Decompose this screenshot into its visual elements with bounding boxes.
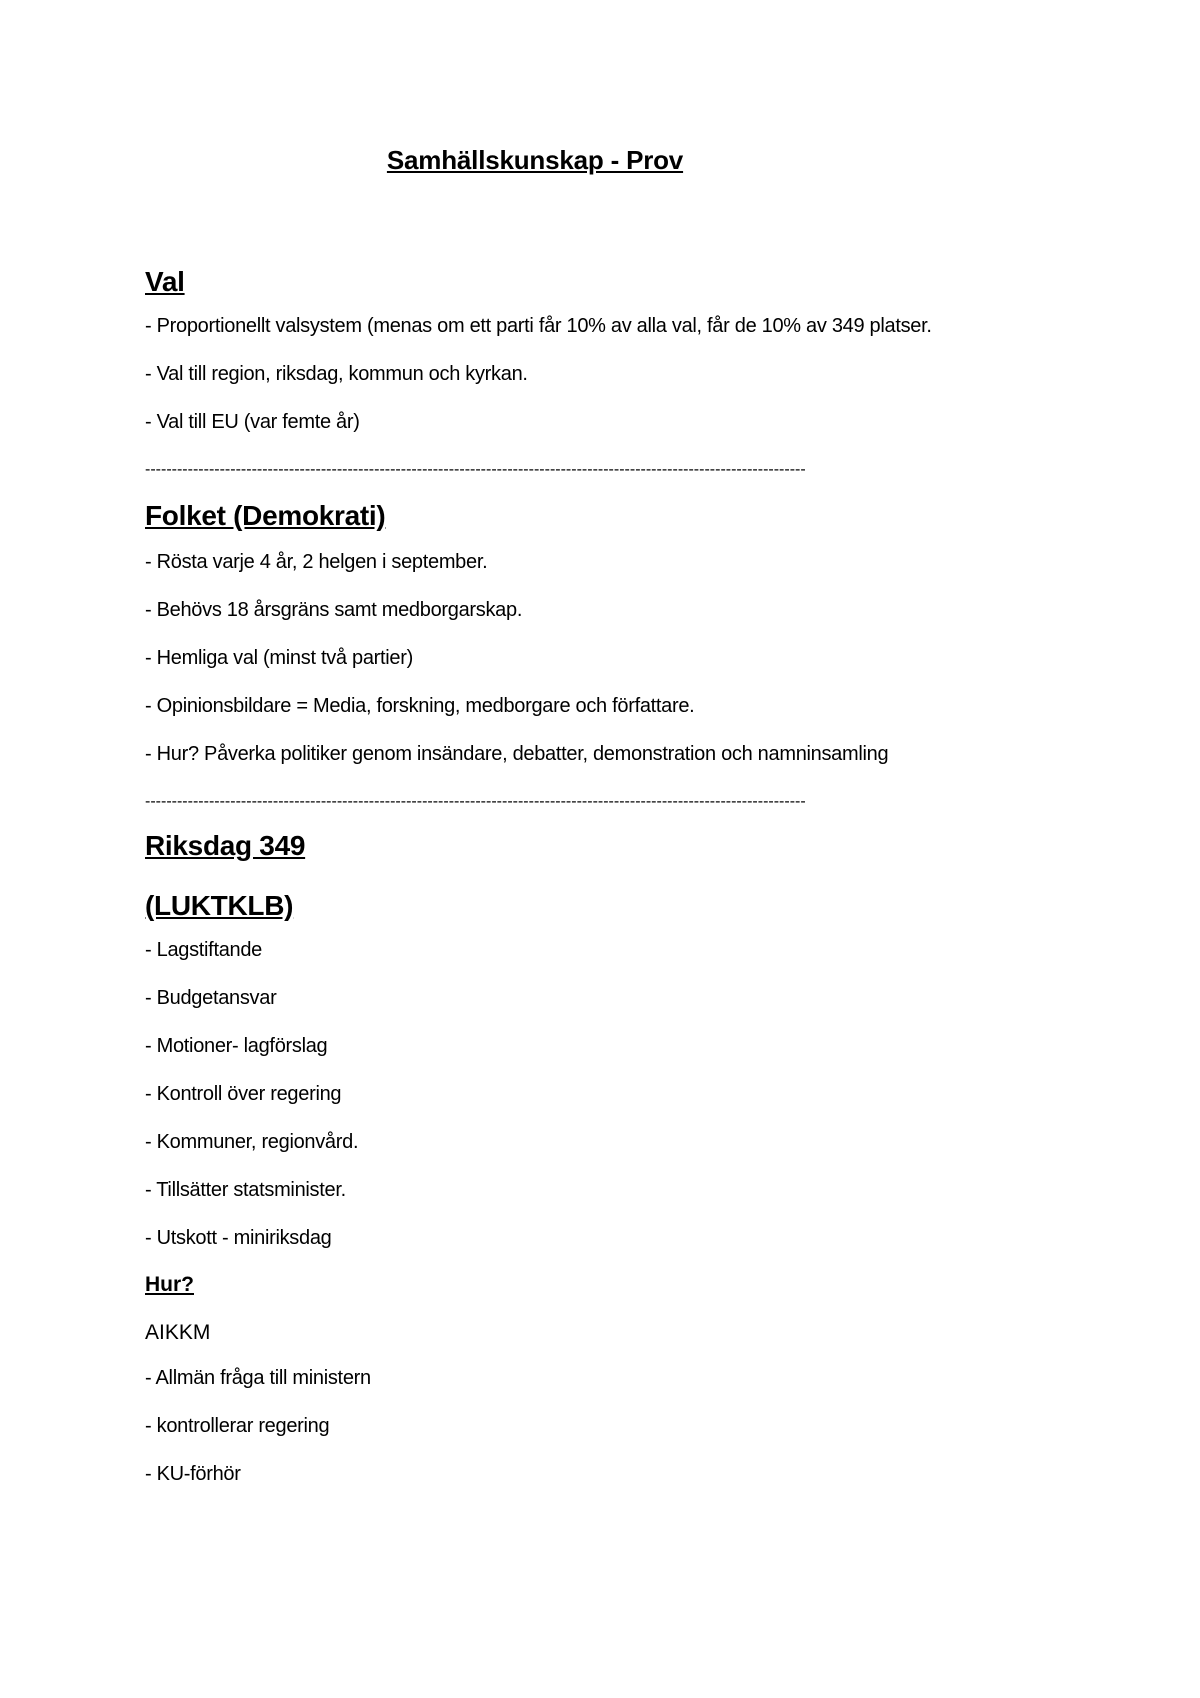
- section-heading-val: Val: [145, 266, 185, 297]
- document-body: [145, 264, 1065, 1486]
- list-item: - Motioner- lagförslag: [145, 1035, 328, 1057]
- list-item: - Hemliga val (minst två partier): [145, 647, 413, 669]
- list-item: - Budgetansvar: [145, 987, 277, 1009]
- list-item: - Rösta varje 4 år, 2 helgen i september.: [145, 551, 488, 573]
- section-subheading-luktklb: (LUKTKLB): [145, 890, 294, 921]
- list-item: - Lagstiftande: [145, 939, 262, 961]
- section-separator: ----------------------------------------------------------------------------------------------------------------------------: [145, 461, 806, 478]
- list-item: - Behövs 18 årsgräns samt medborgarskap.: [145, 599, 523, 621]
- list-item: - Kontroll över regering: [145, 1083, 342, 1105]
- list-item: - Kommuner, regionvård.: [145, 1131, 359, 1153]
- list-item: - Opinionsbildare = Media, forskning, medborgare och författare.: [145, 695, 695, 717]
- list-item: - Proportionellt valsystem (menas om ett parti får 10% av alla val, får de 10% av 349 platser.: [145, 315, 932, 337]
- document-title: Samhällskunskap - Prov: [386, 145, 684, 175]
- list-item: - KU-förhör: [145, 1463, 241, 1485]
- hur-label: Hur?: [145, 1273, 194, 1296]
- acronym-label: AIKKM: [145, 1321, 211, 1344]
- list-item: - kontrollerar regering: [145, 1415, 330, 1437]
- list-item: - Allmän fråga till ministern: [145, 1367, 371, 1389]
- list-item: - Tillsätter statsminister.: [145, 1179, 346, 1201]
- section-heading-riksdag: Riksdag 349: [145, 830, 306, 861]
- list-item: - Hur? Påverka politiker genom insändare, debatter, demonstration och namninsamling: [145, 743, 889, 765]
- list-item: - Utskott - miniriksdag: [145, 1227, 332, 1249]
- section-separator: ----------------------------------------------------------------------------------------------------------------------------: [145, 793, 806, 810]
- list-item: - Val till EU (var femte år): [145, 411, 360, 433]
- list-item: - Val till region, riksdag, kommun och kyrkan.: [145, 363, 528, 385]
- section-heading-folket: Folket (Demokrati): [145, 500, 386, 531]
